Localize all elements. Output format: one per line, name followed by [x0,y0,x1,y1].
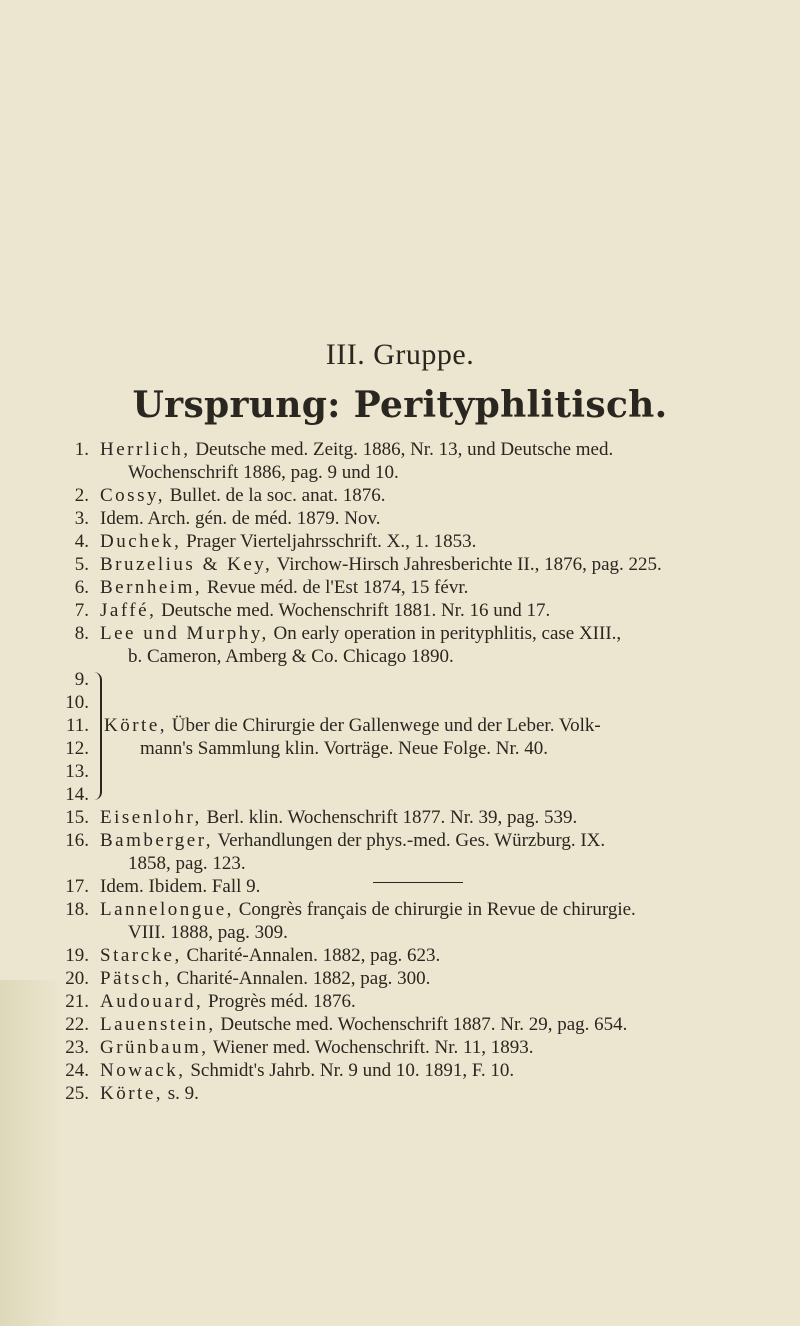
reference-author: Nowack, [100,1060,186,1081]
reference-continuation: b. Cameron, Amberg & Co. Chicago 1890. [128,646,454,667]
reference-number: 17. [65,876,89,897]
list-item [0,530,800,553]
list-item [0,1059,800,1082]
reference-line [100,1082,199,1105]
reference-line [100,944,440,967]
list-item [0,553,800,576]
reference-text: On early operation in perityphlitis, case XIII., [268,623,622,644]
bracket-reference-text [104,714,601,760]
reference-number: 23. [65,1037,89,1058]
reference-author: Lannelongue, [100,899,234,920]
list-item [0,898,800,921]
reference-group-1-8 [0,438,800,668]
reference-text: Revue méd. de l'Est 1874, 15 févr. [202,577,469,598]
reference-text: Über die Chirurgie der Gallenwege und der Leber. Volk- [167,715,601,736]
reference-continuation: 1858, pag. 123. [128,853,246,874]
reference-continuation: mann's Sammlung klin. Vorträge. Neue Folge. Nr. 40. [140,738,549,759]
reference-number: 13. [65,761,89,782]
bracket-numbers [0,668,89,806]
reference-line [100,806,577,829]
reference-number: 8. [74,623,89,644]
reference-line [100,507,381,530]
list-item [0,829,800,852]
list-item [0,1082,800,1105]
reference-text: Virchow-Hirsch Jahresberichte II., 1876, pag. 225. [272,554,662,575]
list-item [0,576,800,599]
reference-author: Bamberger, [100,830,214,851]
list-item [0,622,800,645]
reference-continuation: Wochenschrift 1886, pag. 9 und 10. [128,462,399,483]
reference-line [100,1036,534,1059]
list-item [0,1036,800,1059]
reference-author: Pätsch, [100,968,172,989]
reference-line [100,967,430,990]
reference-number: 12. [65,738,89,759]
reference-text: Idem. Ibidem. Fall 9. [100,876,261,897]
reference-number: 2. [74,485,89,506]
reference-number: 5. [74,554,89,575]
reference-number: 4. [74,531,89,552]
reference-number: 6. [74,577,89,598]
list-item [0,944,800,967]
reference-author: Lauenstein, [100,1014,216,1035]
curly-brace-icon [94,672,102,800]
reference-text: Charité-Annalen. 1882, pag. 623. [181,945,441,966]
reference-line [100,1059,514,1082]
reference-author: Bernheim, [100,577,203,598]
reference-text: s. 9. [163,1083,199,1104]
reference-line [100,484,386,507]
list-item [0,990,800,1013]
list-item-continuation [0,645,800,668]
reference-author: Grünbaum, [100,1037,209,1058]
list-item-continuation [0,461,800,484]
reference-list [0,438,800,1105]
reference-line [100,553,662,576]
reference-line [100,622,621,645]
reference-text: Berl. klin. Wochenschrift 1877. Nr. 39, pag. 539. [201,807,578,828]
reference-text: Idem. Arch. gén. de méd. 1879. Nov. [100,508,381,529]
reference-line [100,1013,627,1036]
bracketed-reference-9-14 [0,668,800,806]
reference-text: Bullet. de la soc. anat. 1876. [164,485,386,506]
reference-line [100,875,260,898]
section-heading: III. Gruppe. [325,338,475,371]
reference-number: 7. [74,600,89,621]
reference-number: 3. [74,508,89,529]
reference-text: Charité-Annalen. 1882, pag. 300. [171,968,431,989]
reference-text: Schmidt's Jahrb. Nr. 9 und 10. 1891, F. 10. [185,1060,515,1081]
reference-author: Lee und Murphy, [100,623,269,644]
reference-author: Körte, [100,1083,164,1104]
reference-line [100,829,605,852]
list-item-continuation [0,852,800,875]
reference-text: Deutsche med. Wochenschrift 1887. Nr. 29, pag. 654. [215,1014,628,1035]
list-item [0,438,800,461]
reference-line [100,898,636,921]
reference-text: Verhandlungen der phys.-med. Ges. Würzburg. IX. [213,830,606,851]
reference-text: Prager Vierteljahrsschrift. X., 1. 1853. [181,531,477,552]
reference-number: 11. [65,715,89,736]
reference-author: Starcke, [100,945,182,966]
list-item [0,806,800,829]
list-item-continuation [0,921,800,944]
reference-number: 19. [65,945,89,966]
reference-line [100,599,550,622]
reference-group-15-25 [0,806,800,1105]
reference-text: Deutsche med. Wochenschrift 1881. Nr. 16 und 17. [156,600,551,621]
reference-number: 10. [65,692,89,713]
list-item [0,484,800,507]
reference-author: Bruzelius & Key, [100,554,273,575]
reference-author: Jaffé, [100,600,157,621]
page-title: Ursprung: Perityphlitisch. [132,384,668,426]
reference-line [100,530,476,553]
reference-number: 16. [65,830,89,851]
list-item [0,875,800,898]
reference-number: 14. [65,784,89,805]
reference-text: Progrès méd. 1876. [203,991,356,1012]
closing-rule [373,882,463,883]
reference-continuation: VIII. 1888, pag. 309. [128,922,288,943]
list-item [0,1013,800,1036]
list-item [0,599,800,622]
reference-number: 25. [65,1083,89,1104]
reference-number: 15. [65,807,89,828]
reference-author: Cossy, [100,485,165,506]
list-item [0,507,800,530]
reference-number: 21. [65,991,89,1012]
reference-author: Eisenlohr, [100,807,202,828]
reference-line [100,990,356,1013]
reference-text: Deutsche med. Zeitg. 1886, Nr. 13, und Deutsche med. [190,439,614,460]
reference-text: Congrès français de chirurgie in Revue de chirurgie. [233,899,636,920]
reference-number: 9. [74,669,89,690]
reference-line [100,576,468,599]
reference-author: Audouard, [100,991,204,1012]
list-item [0,967,800,990]
reference-number: 24. [65,1060,89,1081]
reference-author: Duchek, [100,531,182,552]
reference-number: 20. [65,968,89,989]
reference-author: Herrlich, [100,439,191,460]
reference-number: 22. [65,1014,89,1035]
reference-number: 1. [74,439,89,460]
reference-author: Körte, [104,715,168,736]
reference-text: Wiener med. Wochenschrift. Nr. 11, 1893. [208,1037,534,1058]
reference-line [100,438,613,461]
reference-number: 18. [65,899,89,920]
